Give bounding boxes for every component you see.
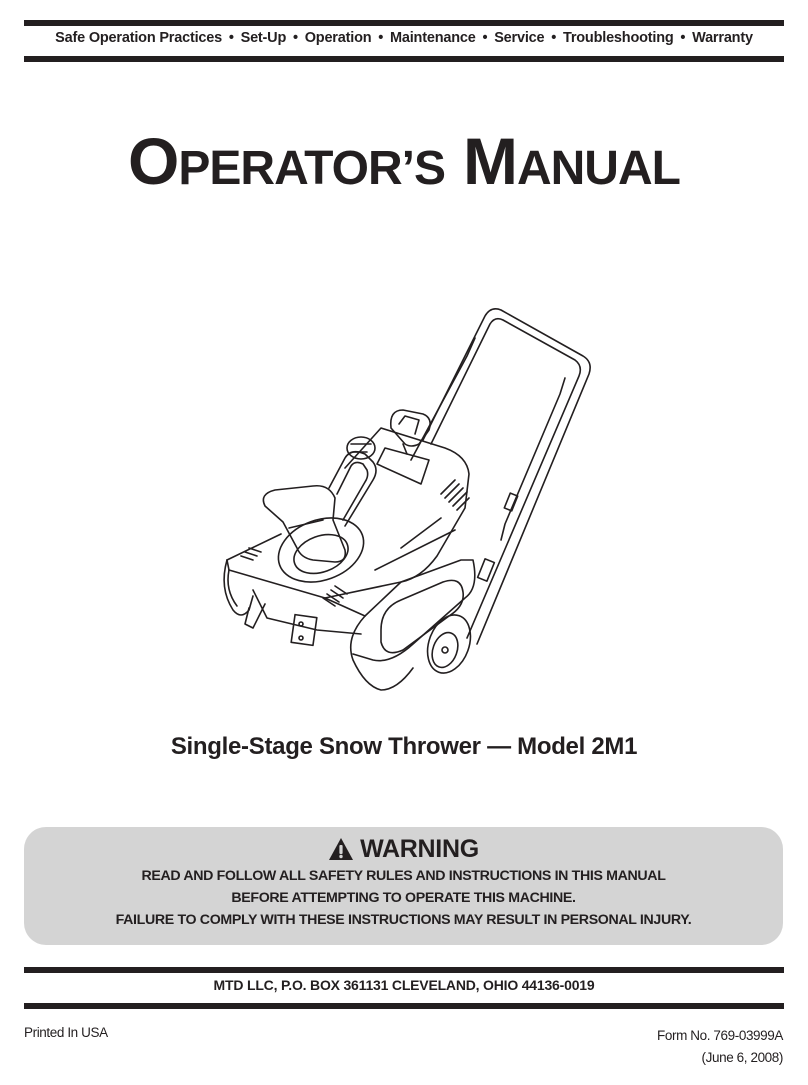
- warning-line-1: READ AND FOLLOW ALL SAFETY RULES AND INSTRUCTIONS IN THIS MANUAL: [141, 868, 666, 884]
- warning-box: [24, 827, 783, 945]
- bottom-rule-lower: [24, 1003, 784, 1009]
- nav-item-maintenance: Maintenance: [389, 30, 476, 46]
- nav-separator: •: [551, 30, 557, 46]
- warning-heading-text: WARNING: [360, 834, 479, 863]
- nav-separator: •: [378, 30, 384, 46]
- nav-item-service: Service: [494, 30, 545, 46]
- printed-in-label: Printed In USA: [24, 1025, 108, 1040]
- warning-line-3: FAILURE TO COMPLY WITH THESE INSTRUCTIONS MAY RESULT IN PERSONAL INJURY.: [115, 912, 692, 928]
- nav-separator: •: [228, 30, 234, 46]
- form-info: [657, 1025, 783, 1069]
- bottom-rule-upper: [24, 967, 784, 973]
- nav-item-operation: Operation: [304, 30, 372, 46]
- title-word-manual: ANUAL: [516, 142, 680, 195]
- nav-separator: •: [292, 30, 298, 46]
- nav-item-setup: Set-Up: [240, 30, 287, 46]
- product-subtitle: Single-Stage Snow Thrower — Model 2M1: [170, 733, 638, 760]
- nav-item-safe-operation: Safe Operation Practices: [55, 30, 223, 46]
- form-number: Form No. 769-03999A: [657, 1028, 783, 1043]
- snow-thrower-icon: [205, 298, 605, 698]
- snow-thrower-illustration: [205, 298, 605, 698]
- warning-line-2: BEFORE ATTEMPTING TO OPERATE THIS MACHINE.: [231, 890, 576, 906]
- section-nav: [24, 30, 784, 52]
- nav-separator: •: [680, 30, 686, 46]
- title-initial-o: O: [128, 124, 179, 198]
- top-rule-upper: [24, 20, 784, 26]
- warning-heading: [24, 833, 783, 865]
- title-word-operators: PERATOR’S: [178, 142, 445, 195]
- nav-item-troubleshooting: Troubleshooting: [562, 30, 674, 46]
- company-address: MTD LLC, P.O. BOX 361131 CLEVELAND, OHIO 44136-0019: [213, 977, 595, 993]
- form-date: (June 6, 2008): [701, 1050, 783, 1065]
- nav-separator: •: [482, 30, 488, 46]
- page-title: [0, 124, 808, 198]
- warning-triangle-icon: [328, 837, 354, 861]
- nav-item-warranty: Warranty: [692, 30, 753, 46]
- title-initial-m: M: [462, 124, 517, 198]
- top-rule-lower: [24, 56, 784, 62]
